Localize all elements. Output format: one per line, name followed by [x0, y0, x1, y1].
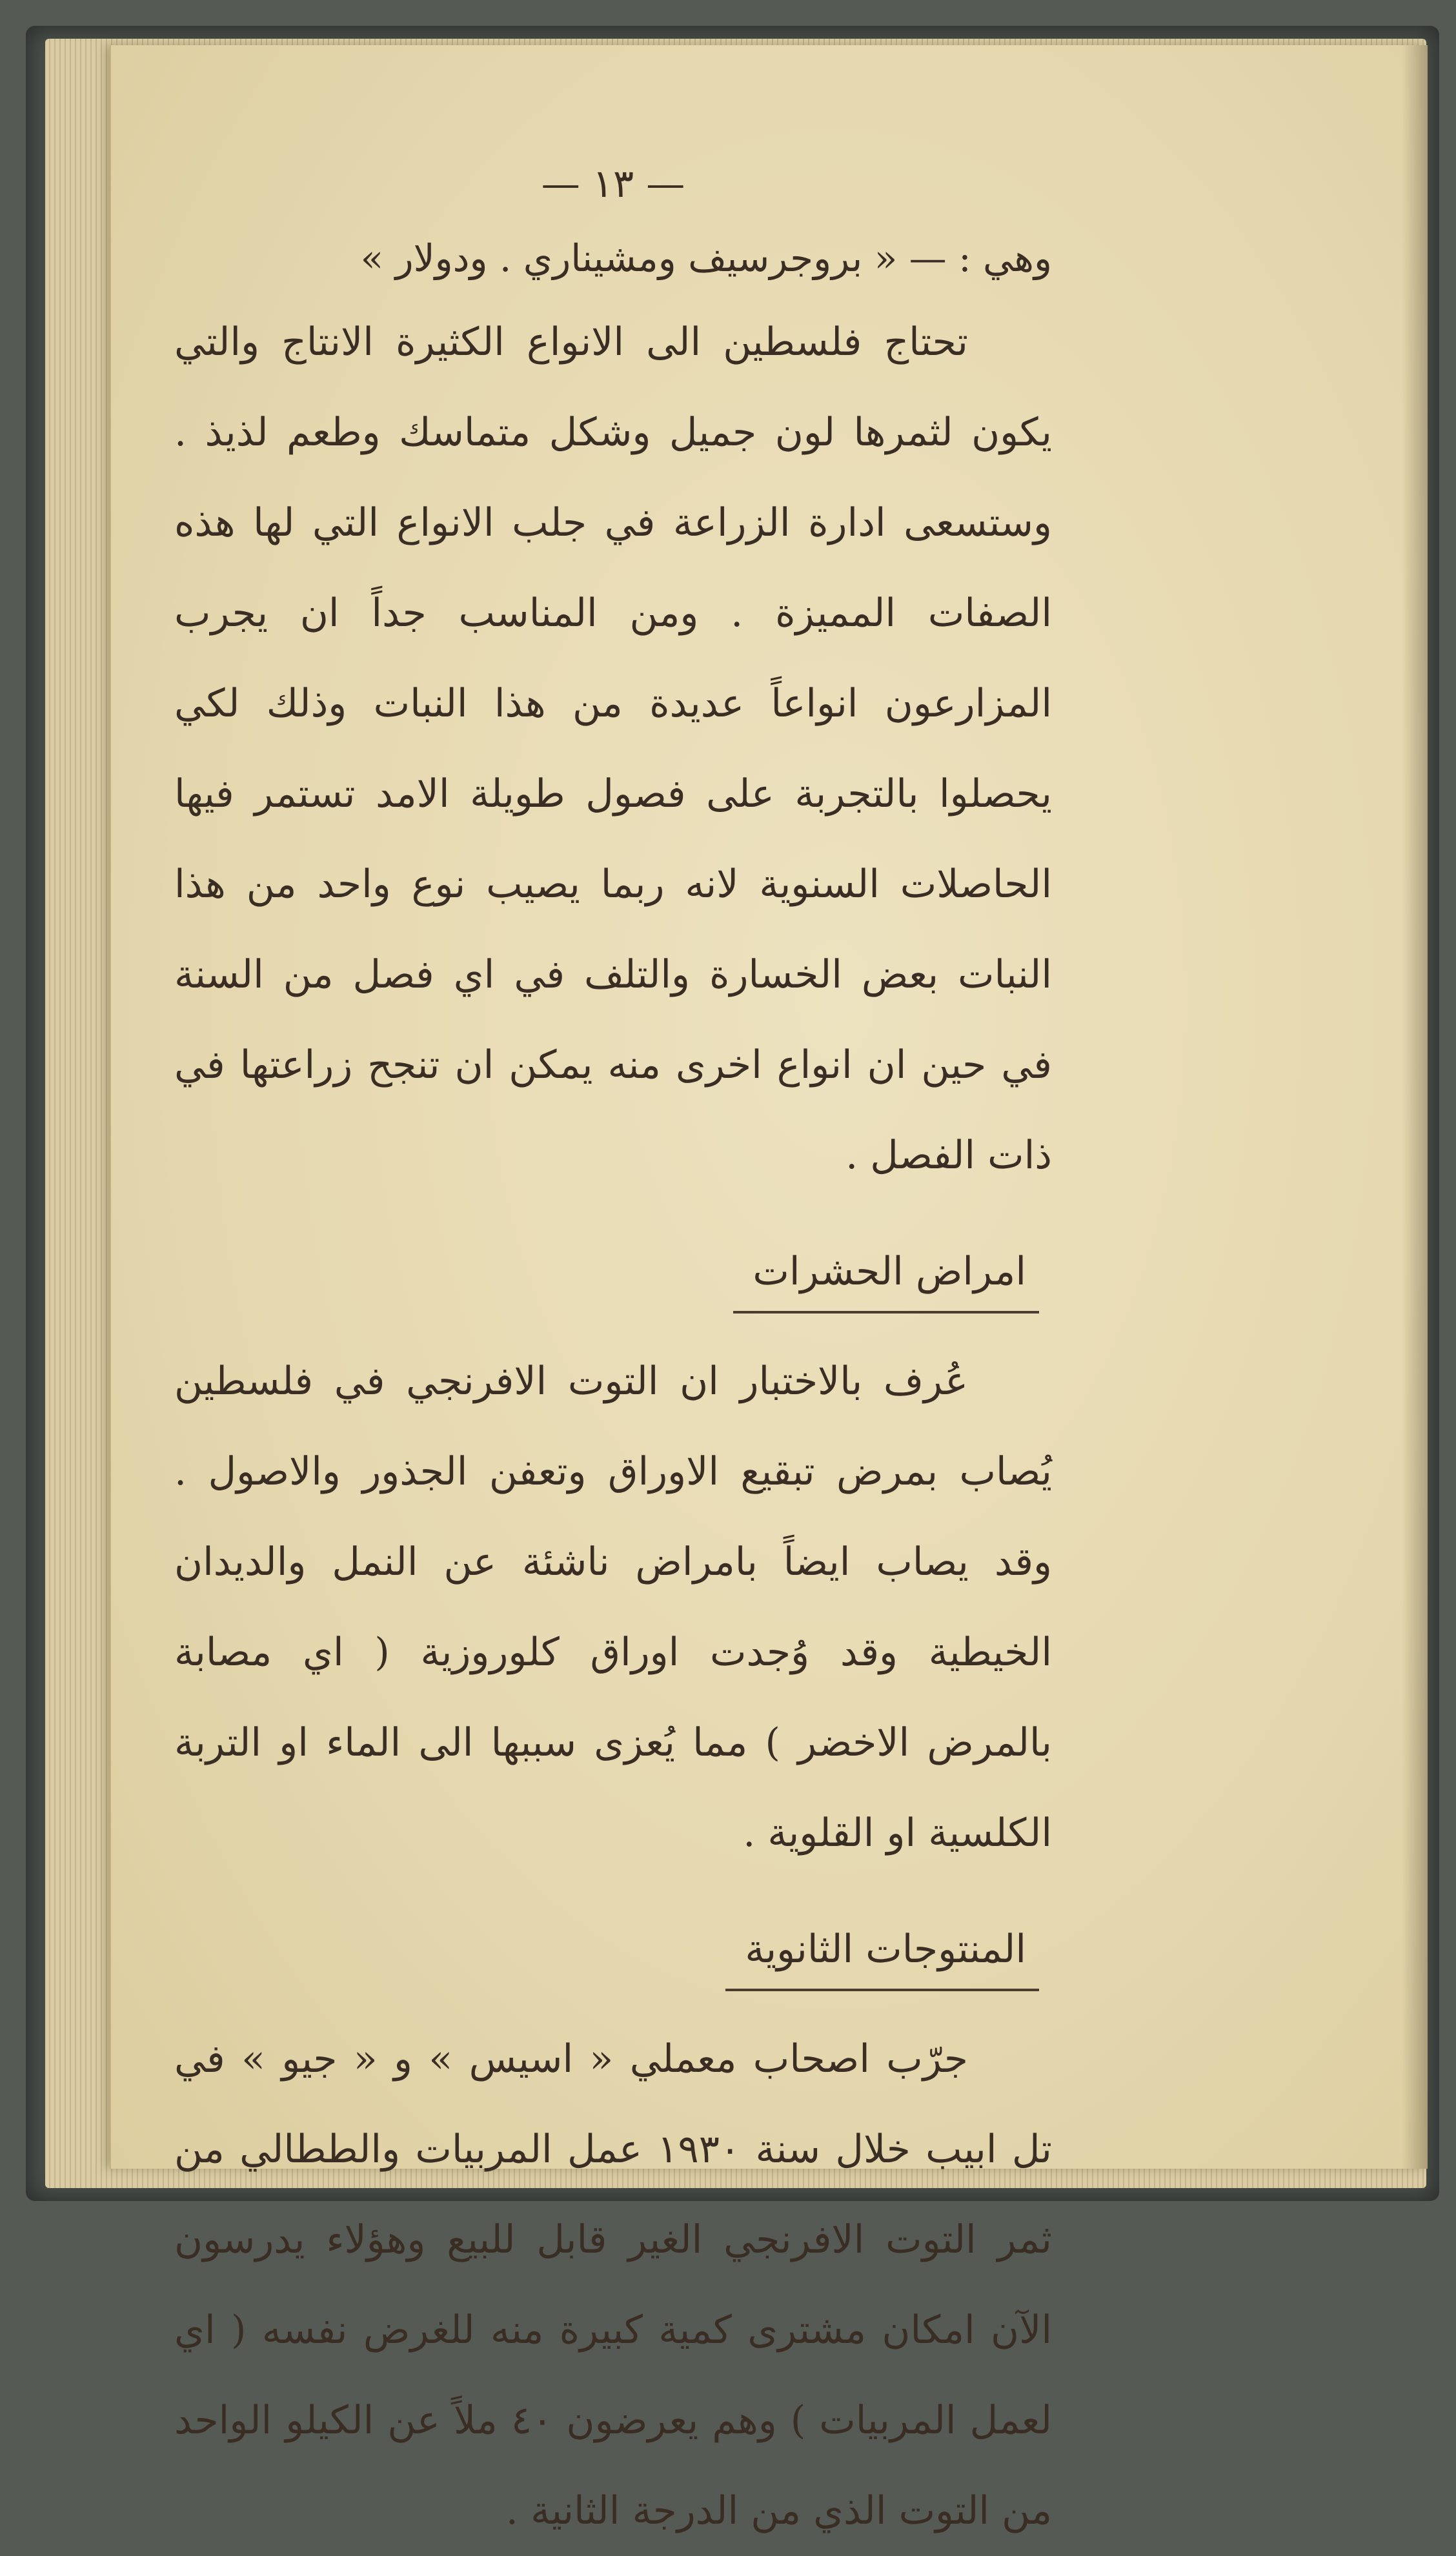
page-number: — ١٣ — — [541, 161, 685, 207]
spine-shadow — [1402, 45, 1428, 2169]
heading-byproducts-wrap — [174, 1904, 1052, 1994]
heading-diseases: امراض الحشرات — [733, 1236, 1039, 1314]
paragraph-varieties: تحتاج فلسطين الى الانواع الكثيرة الانتاج والتي يكون لثمرها لون جميل وشكل متماسك وطعم لذيذ . وستسعى ادارة الزراعة في جلب الانواع التي لها هذه الصفات المميزة . ومن المناسب جداً ان يجرب المزارعون انواعاً عديدة من هذا النبات وذلك لكي يحصلوا بالتجربة على فصول طويلة الامد تستمر فيها الحاصلات السنوية لانه ربما يصيب نوع واحد من هذا النبات بعض الخسارة والتلف في اي فصل من السنة في حين ان انواع اخرى منه يمكن ان تنجح زراعتها في ذات الفصل . — [174, 320, 1052, 1178]
paragraph-diseases: عُرف بالاختبار ان التوت الافرنجي في فلسطين يُصاب بمرض تبقيع الاوراق وتعفن الجذور والاصول . وقد يصاب ايضاً بامراض ناشئة عن النمل والديدان الخيطية وقد وُجدت اوراق كلوروزية ( اي مصابة بالمرض الاخضر ) مما يُعزى سببها الى الماء او التربة الكلسية او القلوية . — [174, 1359, 1052, 1856]
intro-line: وهي : — « بروجرسيف ومشيناري . ودولار » — [360, 236, 1052, 280]
heading-diseases-wrap — [174, 1226, 1052, 1317]
heading-byproducts: المنتوجات الثانوية — [725, 1914, 1039, 1991]
paragraph-byproducts: جرّب اصحاب معملي « اسيس » و « جيو » في تل ابيب خلال سنة ١٩٣٠ عمل المربيات والططالي من ثمر التوت الافرنجي الغير قابل للبيع وهؤلاء يدرسون الآن امكان مشترى كمية كبيرة منه للغرض نفسه ( اي لعمل المربيات ) وهم يعرضون ٤٠ ملاً عن الكيلو الواحد من التوت الذي من الدرجة الثانية . — [174, 2036, 1052, 2533]
page-content — [174, 155, 1052, 2556]
